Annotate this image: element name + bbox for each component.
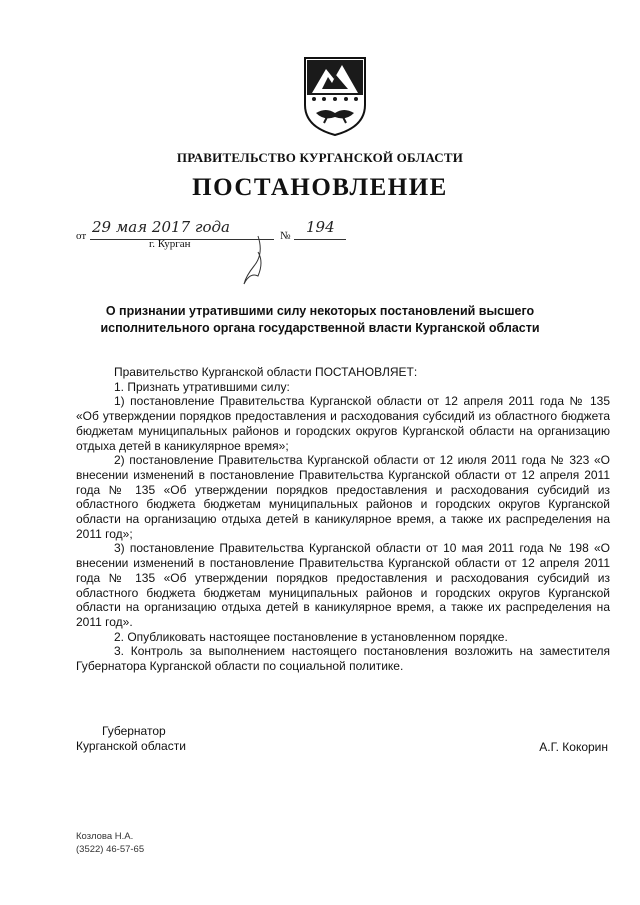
executor-phone: (3522) 46-57-65 [76, 844, 145, 855]
kurgan-coat-of-arms-icon [302, 55, 368, 137]
body-paragraph: 3) постановление Правительства Курганской области от 10 мая 2011 года № 198 «О внесении изменений в постановление Правительства Курганской области от 12 апреля 2011 года № 135 «Об утверждении порядков предоставления и расходования субсидий из областного бюджета бюджетам муниципальных районов и городских округов Курганской области на организацию отдыха детей в каникулярное время, а также их распределения на 2011 год». [76, 541, 610, 629]
document-title: ПОСТАНОВЛЕНИЕ [192, 174, 448, 201]
body-paragraph: 1. Признать утратившими силу: [114, 379, 290, 394]
dateline [76, 218, 356, 282]
number-label: № [280, 230, 291, 242]
signatory-title: Губернатор [102, 724, 166, 738]
date-from-label: от [76, 230, 87, 242]
signatory-name: А.Г. Кокорин [539, 740, 608, 754]
signatory-position [76, 724, 186, 754]
city-label: г. Курган [149, 238, 191, 250]
handwritten-number: 194 [306, 218, 335, 236]
body-paragraph: 1) постановление Правительства Курганской области от 12 апреля 2011 года № 135 «Об утверждении порядков предоставления и расходования субсидий из областного бюджета бюджетам муниципальных районов и городских округов Курганской области на организацию отдыха детей в каникулярное время»; [76, 394, 610, 453]
number-underline [294, 239, 346, 240]
executor-name: Козлова Н.А. [76, 831, 134, 842]
document-subject: О признании утратившими силу некоторых постановлений высшего исполнительного органа государственной власти Курганской области [100, 304, 540, 335]
body-paragraph: 2. Опубликовать настоящее постановление в установленном порядке. [114, 629, 508, 644]
document-body [76, 365, 610, 674]
government-name: ПРАВИТЕЛЬСТВО КУРГАНСКОЙ ОБЛАСТИ [176, 150, 464, 165]
body-paragraph: Правительство Курганской области ПОСТАНОВЛЯЕТ: [114, 365, 418, 379]
handwritten-date: 29 мая 2017 года [92, 218, 230, 236]
body-paragraph: 2) постановление Правительства Курганской области от 12 июля 2011 года № 323 «О внесении изменений в постановление Правительства Курганской области от 12 апреля 2011 года № 135 «Об утверждении порядков предоставления и расходования субсидий из областного бюджета бюджетам муниципальных районов и городских округов Курганской области на организацию отдыха детей в каникулярное время, а также их распределения на 2011 год»; [76, 453, 610, 541]
handwritten-flourish-icon [234, 232, 274, 288]
signatory-region: Курганской области [76, 739, 186, 753]
body-paragraph: 3. Контроль за выполнением настоящего постановления возложить на заместителя Губернатора Курганской области по социальной политике. [76, 644, 610, 674]
executor-info [76, 830, 144, 856]
